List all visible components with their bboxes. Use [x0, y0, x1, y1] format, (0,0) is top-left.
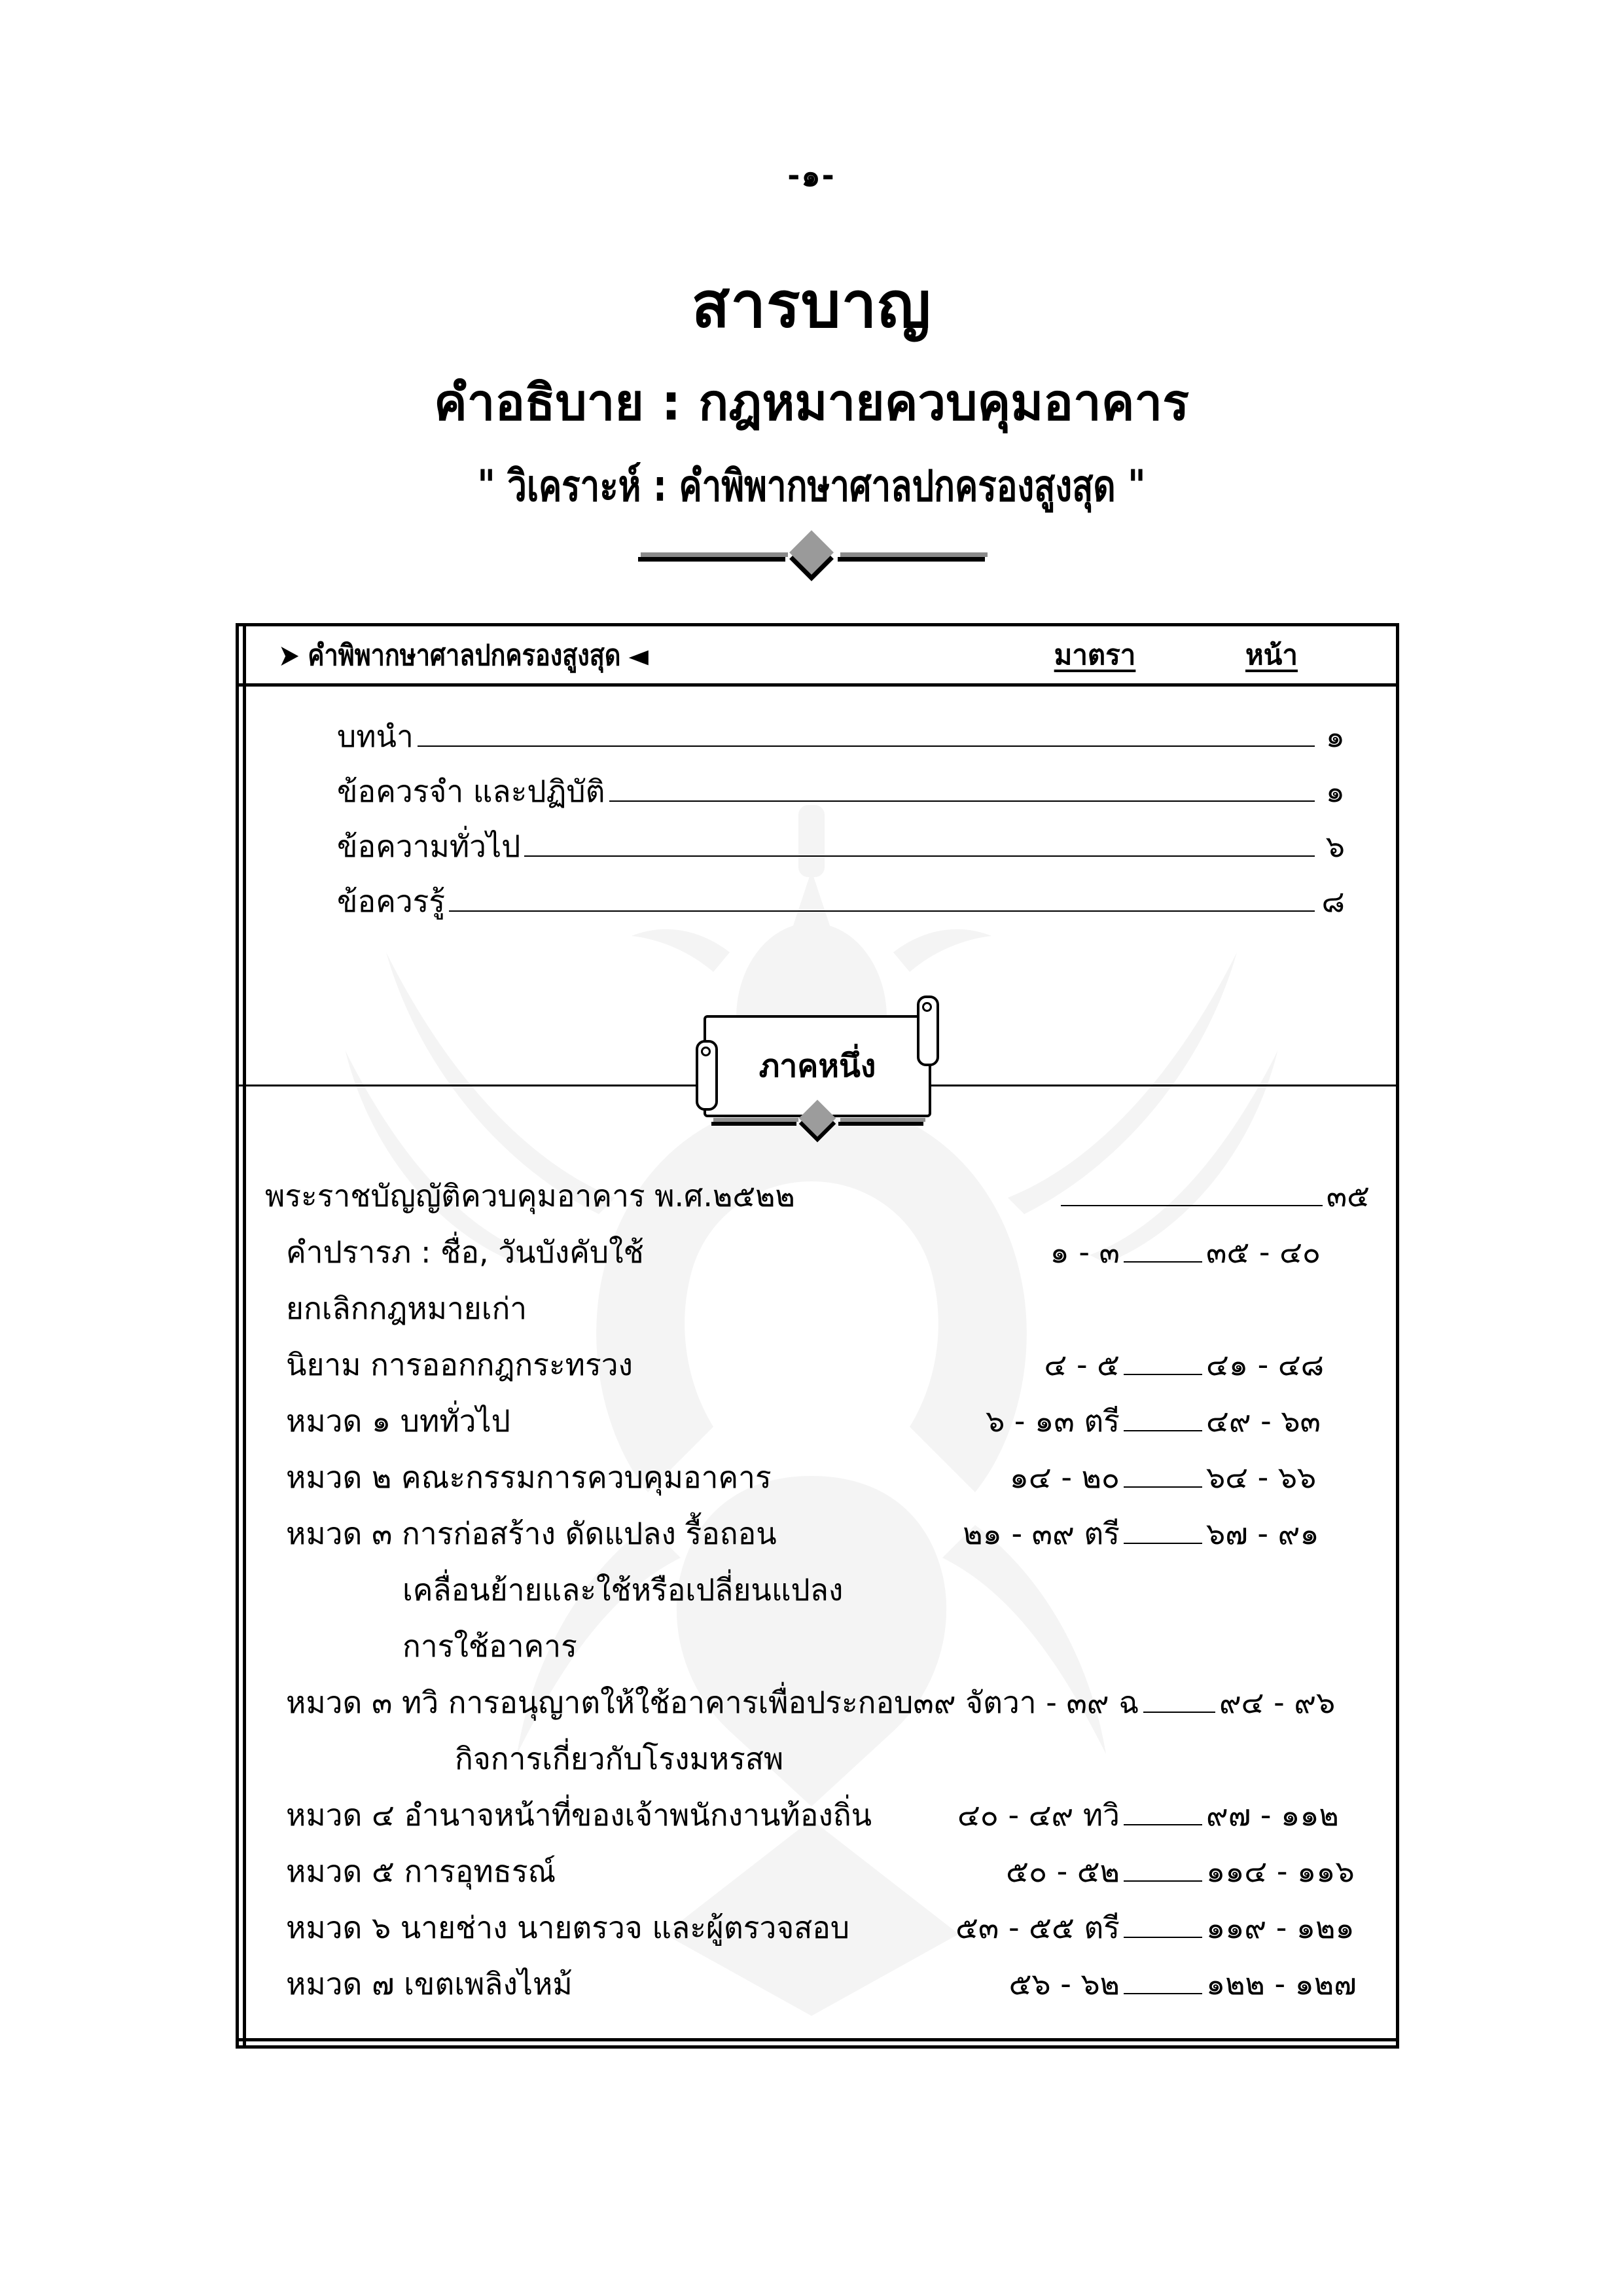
- toc-intro-label: ข้อความทั่วไป: [337, 829, 521, 864]
- leader-line: [1124, 1823, 1202, 1825]
- toc-header-row: [239, 626, 1396, 687]
- divider-diamond-icon: [789, 537, 834, 581]
- toc-entry-label: หมวด ๗ เขตเพลิงไหม้: [286, 1966, 573, 2001]
- toc-entry-row[interactable]: [239, 1510, 1396, 1566]
- toc-entry-label: เคลื่อนย้ายและใช้หรือเปลี่ยนแปลง: [402, 1572, 844, 1607]
- toc-entry-row[interactable]: [239, 1229, 1396, 1285]
- toc-entry-page: ๙๗ - ๑๑๒: [1206, 1797, 1339, 1833]
- leader-line: [524, 855, 1315, 857]
- title-divider: [0, 543, 1623, 575]
- page-title: สารบาญ: [691, 268, 932, 342]
- toc-entry-row[interactable]: [239, 1679, 1396, 1735]
- toc-entry-page: ๖๗ - ๙๑: [1206, 1516, 1319, 1551]
- toc-intro-row[interactable]: [337, 713, 1345, 768]
- toc-entry-label: หมวด ๓ การก่อสร้าง ดัดแปลง รื้อถอน: [286, 1516, 777, 1551]
- toc-entry-row[interactable]: [239, 1904, 1396, 1960]
- toc-part-one-list: [239, 1172, 1396, 2017]
- toc-entry-row[interactable]: [239, 1735, 1396, 1791]
- toc-entry-page: ๓๕: [1326, 1178, 1370, 1213]
- toc-entry-label: หมวด ๓ ทวิ การอนุญาตให้ใช้อาคารเพื่อประกอบ: [286, 1685, 914, 1720]
- toc-entry-section: ๕๖ - ๖๒: [1008, 1966, 1120, 2001]
- toc-intro-page: ๑: [1325, 774, 1345, 809]
- toc-entry-row[interactable]: [239, 1454, 1396, 1510]
- toc-entry-label: คำปรารภ : ชื่อ, วันบังคับใช้: [286, 1234, 644, 1270]
- page-subtitle-primary: คำอธิบาย : กฎหมายควบคุมอาคาร: [433, 373, 1190, 431]
- leader-line: [1124, 1261, 1202, 1263]
- toc-column-headers: [997, 634, 1396, 677]
- scroll-curl-right-icon: [917, 996, 939, 1066]
- toc-body: [239, 687, 1396, 2045]
- toc-entry-label: กิจการเกี่ยวกับโรงมหรสพ: [455, 1741, 784, 1776]
- table-of-contents-box: [236, 623, 1399, 2049]
- toc-entry-page: ๑๑๙ - ๑๒๑: [1206, 1910, 1355, 1945]
- banner-label: ภาคหนึ่ง: [758, 1048, 876, 1085]
- leader-line: [449, 910, 1315, 912]
- banner-divider-bar-left: [711, 1122, 796, 1126]
- toc-intro-page: ๘: [1321, 884, 1345, 919]
- banner-divider: [239, 1111, 1396, 1137]
- part-banner: [239, 996, 1396, 1172]
- toc-intro-page: ๑: [1325, 719, 1345, 754]
- toc-entry-row[interactable]: [239, 1341, 1396, 1397]
- toc-entry-section: ๑๔ - ๒๐: [1009, 1460, 1120, 1495]
- leader-line: [1124, 1486, 1202, 1488]
- toc-intro-label: ข้อควรจำ และปฏิบัติ: [337, 774, 605, 809]
- leader-line: [1124, 1992, 1202, 1994]
- leader-line: [1143, 1711, 1215, 1713]
- arrow-left-icon: ◄: [628, 637, 649, 673]
- toc-entry-page: ๔๑ - ๔๘: [1206, 1347, 1325, 1382]
- banner-divider-diamond-icon: [799, 1105, 836, 1143]
- toc-entry-page: ๓๕ - ๔๐: [1206, 1234, 1321, 1270]
- leader-line: [418, 745, 1315, 747]
- leader-line: [1124, 1542, 1202, 1544]
- toc-entry-label: หมวด ๕ การอุทธรณ์: [286, 1854, 556, 1889]
- toc-entry-row[interactable]: [239, 1397, 1396, 1454]
- toc-entry-section: ๓๙ จัตวา - ๓๙ ฉ: [913, 1685, 1139, 1720]
- toc-entry-label: การใช้อาคาร: [402, 1628, 577, 1664]
- leader-line: [1124, 1656, 1202, 1657]
- arrow-right-icon: ➤: [278, 637, 300, 673]
- leader-line: [1124, 1373, 1202, 1375]
- divider-bar-left: [638, 557, 785, 562]
- leader-line: [1061, 1204, 1323, 1206]
- leader-line: [609, 800, 1315, 802]
- leader-line: [1124, 1880, 1202, 1882]
- toc-entry-page: ๑๒๒ - ๑๒๗: [1206, 1966, 1357, 2001]
- toc-entry-row[interactable]: [239, 1285, 1396, 1341]
- leader-line: [1124, 1936, 1202, 1938]
- toc-entry-section: ๕๓ - ๕๕ ตรี: [955, 1910, 1120, 1945]
- toc-entry-label: ยกเลิกกฎหมายเก่า: [286, 1291, 527, 1326]
- toc-entry-row[interactable]: [239, 1172, 1396, 1229]
- toc-entry-row[interactable]: [239, 1848, 1396, 1904]
- banner-divider-bar-right: [838, 1122, 923, 1126]
- leader-line: [1124, 1768, 1202, 1769]
- toc-entry-row[interactable]: [239, 1791, 1396, 1848]
- toc-header-title-group: [278, 632, 649, 678]
- toc-intro-label: ข้อควรรู้: [337, 884, 446, 919]
- toc-intro-row[interactable]: [337, 823, 1345, 878]
- leader-line: [1124, 1318, 1202, 1319]
- toc-intro-page: ๖: [1325, 829, 1345, 864]
- toc-intro-label: บทนำ: [337, 719, 414, 754]
- toc-entry-section: ๔ - ๕: [1044, 1347, 1120, 1382]
- toc-header-title: คำพิพากษาศาลปกครองสูงสุด: [308, 638, 621, 672]
- toc-intro-row[interactable]: [337, 878, 1345, 933]
- toc-entry-label: หมวด ๔ อำนาจหน้าที่ของเจ้าพนักงานท้องถิ่น: [286, 1797, 872, 1833]
- toc-entry-page: ๑๑๔ - ๑๑๖: [1206, 1854, 1355, 1889]
- toc-entry-label: หมวด ๖ นายช่าง นายตรวจ และผู้ตรวจสอบ: [286, 1910, 850, 1945]
- toc-entry-section: ๖ - ๑๓ ตรี: [986, 1403, 1120, 1439]
- toc-entry-label: หมวด ๑ บททั่วไป: [286, 1403, 510, 1439]
- divider-bar-right: [838, 557, 985, 562]
- toc-entry-section: ๑ - ๓: [1050, 1234, 1120, 1270]
- toc-entry-section: ๕๐ - ๕๒: [1006, 1854, 1120, 1889]
- column-header-section: มาตรา: [1054, 638, 1136, 671]
- page-subtitle-secondary: " วิเคราะห์ : คำพิพากษาศาลปกครองสูงสุด ": [477, 461, 1146, 511]
- toc-entry-section: ๔๐ - ๔๙ ทวิ: [957, 1797, 1120, 1833]
- toc-entry-label: พระราชบัญญัติควบคุมอาคาร พ.ศ.๒๕๒๒: [265, 1178, 795, 1213]
- toc-entry-row[interactable]: [239, 1623, 1396, 1679]
- toc-entry-page: ๔๙ - ๖๓: [1206, 1403, 1321, 1439]
- toc-entry-page: ๖๔ - ๖๖: [1206, 1460, 1317, 1495]
- toc-entry-row[interactable]: [239, 1960, 1396, 2017]
- page-number: -๑-: [787, 158, 836, 193]
- toc-entry-page: ๙๔ - ๙๖: [1219, 1685, 1336, 1720]
- toc-entry-label: หมวด ๒ คณะกรรมการควบคุมอาคาร: [286, 1460, 772, 1495]
- toc-entry-section: ๒๑ - ๓๙ ตรี: [963, 1516, 1120, 1551]
- leader-line: [1124, 1429, 1202, 1431]
- toc-intro-row[interactable]: [337, 768, 1345, 823]
- toc-entry-row[interactable]: [239, 1566, 1396, 1623]
- toc-intro-list: [239, 713, 1396, 933]
- toc-entry-label: นิยาม การออกกฎกระทรวง: [286, 1347, 633, 1382]
- column-header-page: หน้า: [1245, 638, 1298, 671]
- scroll-curl-left-icon: [696, 1040, 718, 1111]
